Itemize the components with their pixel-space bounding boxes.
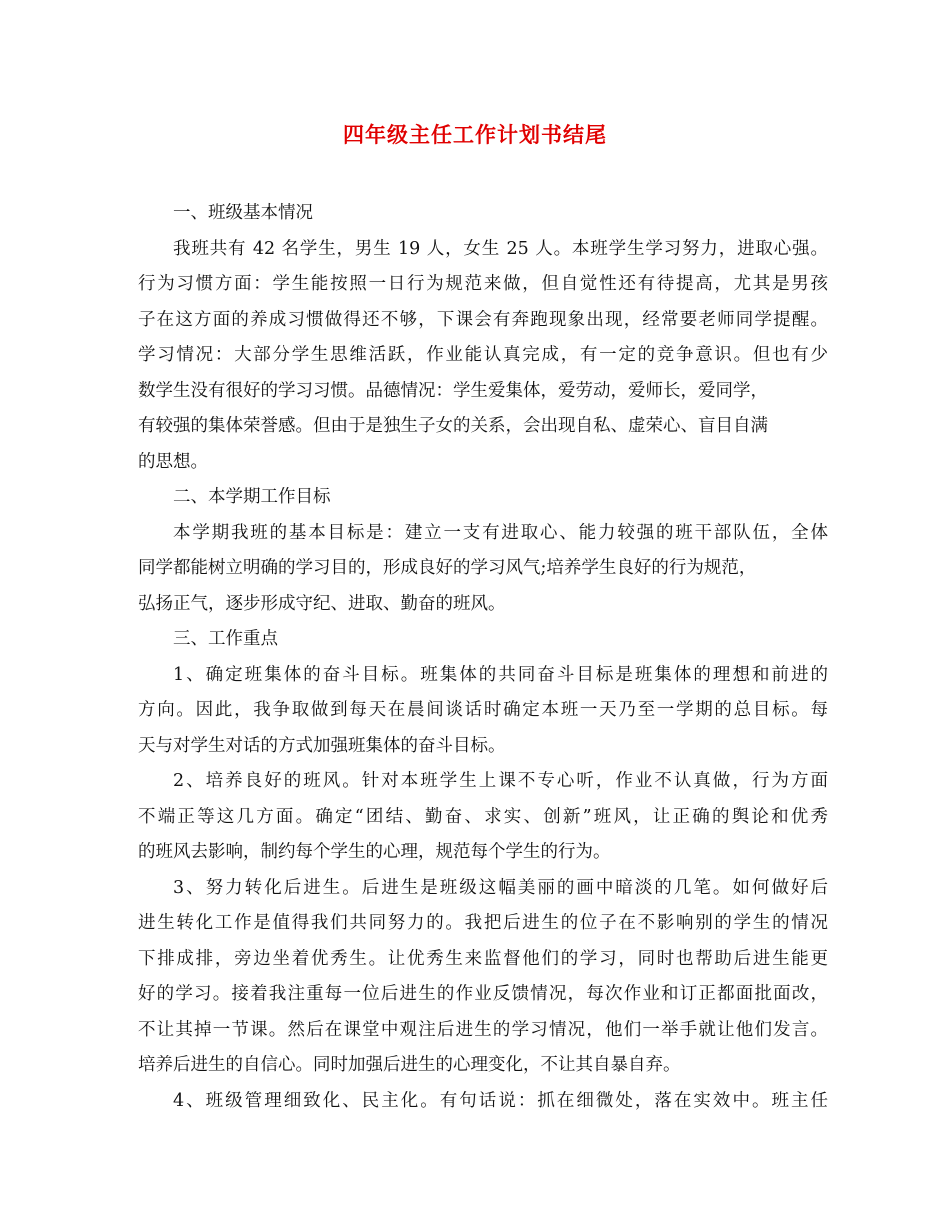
body-text-line: 2、培养良好的班风。针对本班学生上课不专心听，作业不认真做，行为方面 <box>173 771 828 791</box>
document-title: 四年级主任工作计划书结尾 <box>343 122 607 147</box>
body-text-line: 学习情况：大部分学生思维活跃，作业能认真完成，有一定的竞争意识。但也有少 <box>138 345 828 365</box>
body-text-line: 3、努力转化后进生。后进生是班级这幅美丽的画中暗淡的几笔。如何做好后 <box>173 877 828 898</box>
body-text-line: 天与对学生对话的方式加强班集体的奋斗目标。 <box>138 735 506 756</box>
body-text-line: 培养后进生的自信心。同时加强后进生的心理变化，不让其自暴自弃。 <box>138 1055 681 1075</box>
body-text-line: 有较强的集体荣誉感。但由于是独生子女的关系，会出现自私、虚荣心、盲目自满 <box>138 416 768 436</box>
body-text-line: 弘扬正气，逐步形成守纪、进取、勤奋的班风。 <box>138 593 506 614</box>
body-text-line: 二、本学期工作目标 <box>173 487 331 507</box>
body-text-line: 的思想。 <box>138 451 208 472</box>
body-text-line: 本学期我班的基本目标是：建立一支有进取心、能力较强的班干部队伍，全体 <box>173 522 828 543</box>
body-text-line: 不让其掉一节课。然后在课堂中观注后进生的学习情况，他们一举手就让他们发言。 <box>138 1019 828 1040</box>
body-text-line: 的班风去影响，制约每个学生的心理，规范每个学生的行为。 <box>138 842 611 862</box>
body-text-line: 4、班级管理细致化、民主化。有句话说：抓在细微处，落在实效中。班主任 <box>173 1090 828 1111</box>
body-text-line: 行为习惯方面：学生能按照一日行为规范来做，但自觉性还有待提高，尤其是男孩 <box>138 274 828 294</box>
body-text-line: 子在这方面的养成习惯做得还不够，下课会有奔跑现象出现，经常要老师同学提醒。 <box>138 309 828 330</box>
body-text-line: 不端正等这几方面。确定“团结、勤奋、求实、创新”班风，让正确的舆论和优秀 <box>138 806 828 827</box>
body-text-line: 好的学习。接着我注重每一位后进生的作业反馈情况，每次作业和订正都面批面改， <box>138 984 828 1004</box>
body-text-line: 我班共有 42 名学生，男生 19 人，女生 25 人。本班学生学习努力，进取心强。 <box>173 238 828 259</box>
body-text-line: 同学都能树立明确的学习目的，形成良好的学习风气;培养学生良好的行为规范， <box>138 558 757 578</box>
document-body <box>138 196 828 1119</box>
body-text-line: 1、确定班集体的奋斗目标。班集体的共同奋斗目标是班集体的理想和前进的 <box>173 664 828 685</box>
body-text-line: 三、工作重点 <box>173 629 278 649</box>
body-text-line: 进生转化工作是值得我们共同努力的。我把后进生的位子在不影响别的学生的情况 <box>138 913 828 933</box>
body-text-line: 数学生没有很好的学习习惯。品德情况：学生爱集体，爱劳动，爱师长，爱同学， <box>138 380 768 401</box>
body-text-line: 一、班级基本情况 <box>173 203 313 223</box>
body-text-line: 下排成排，旁边坐着优秀生。让优秀生来监督他们的学习，同时也帮助后进生能更 <box>138 948 828 969</box>
body-text-line: 方向。因此，我争取做到每天在晨间谈话时确定本班一天乃至一学期的总目标。每 <box>138 700 828 720</box>
